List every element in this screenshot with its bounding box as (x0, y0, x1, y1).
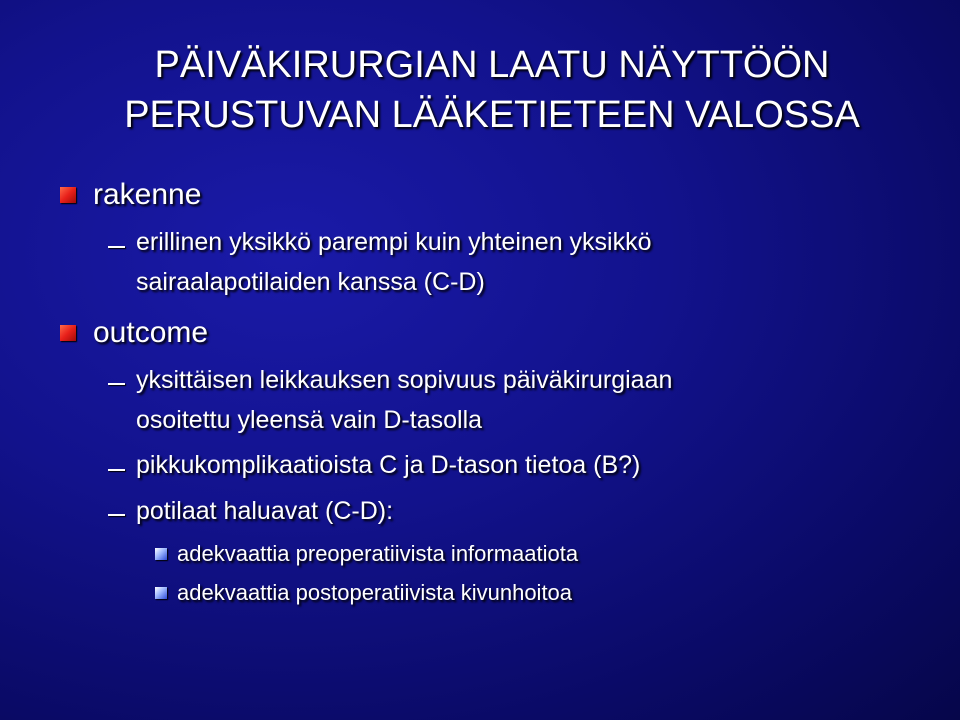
bullet-outcome: outcome (93, 316, 209, 349)
bullet-square-icon (60, 325, 76, 341)
dash-icon (108, 514, 125, 516)
subbullet-text-line: erillinen yksikkö parempi kuin yhteinen yksikkö (136, 228, 652, 256)
bullet-rakenne: rakenne (93, 178, 202, 211)
subbullet-text-line: sairaalapotilaiden kanssa (C-D) (136, 268, 485, 296)
subbullet-text-line: yksittäisen leikkauksen sopivuus päiväkirurgiaan (136, 366, 673, 394)
subbullet-text-line: potilaat haluavat (C-D): (136, 497, 394, 525)
small-square-bullet-icon (155, 548, 167, 560)
bullet-square-icon (60, 187, 76, 203)
title-line-1: PÄIVÄKIRURGIAN LAATU NÄYTTÖÖN (154, 44, 830, 86)
subsub-bullet-text: adekvaattia preoperatiivista informaatiota (177, 541, 579, 566)
dash-icon (108, 246, 125, 248)
small-square-bullet-icon (155, 587, 167, 599)
subbullet-text-line: pikkukomplikaatioista C ja D-tason tietoa (B?) (136, 451, 641, 479)
subsub-bullet-text: adekvaattia postoperatiivista kivunhoitoa (177, 580, 573, 605)
slide-title (62, 40, 922, 140)
title-line-2: PERUSTUVAN LÄÄKETIETEEN VALOSSA (124, 94, 860, 136)
subbullet-text-line: osoitettu yleensä vain D-tasolla (136, 406, 483, 434)
dash-icon (108, 383, 125, 385)
dash-icon (108, 469, 125, 471)
